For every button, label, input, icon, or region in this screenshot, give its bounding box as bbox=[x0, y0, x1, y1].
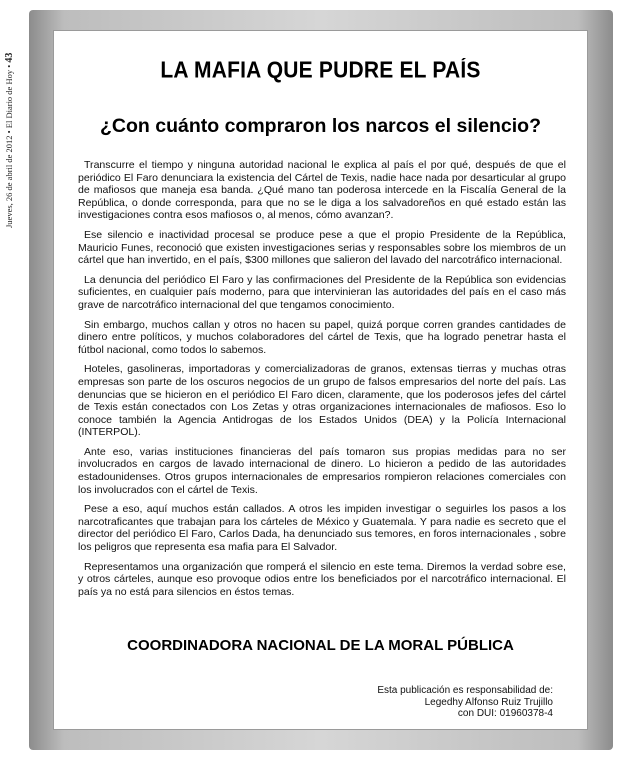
signing-organization: COORDINADORA NACIONAL DE LA MORAL PÚBLICA bbox=[127, 637, 514, 654]
caption-separator: • bbox=[4, 130, 14, 134]
page-side-caption bbox=[2, 18, 16, 228]
issue-date: Jueves, 26 de abril de 2012 bbox=[4, 135, 14, 228]
page-number: 43 bbox=[4, 52, 15, 63]
public-notice bbox=[53, 30, 588, 730]
body-paragraph: La denuncia del periódico El Faro y las confirmaciones del Presidente de la República son evidencias suficientes, en cualquier país moderno, para que intervinieran las autoridades del país en el caso más grave de narcotráfico internacional del que tengamos conocimiento. bbox=[78, 273, 566, 311]
body-paragraph: Hoteles, gasolineras, importadoras y comercializadoras de granos, extensas tierras y muchas otras empresas son parte de los oscuros negocios de un grupo de falsos empresarios del norte del país. Las denuncias que se hicieron en el periódico El Faro dicen, claramente, que los poderosos jefes del cártel de Texis están conectados con Los Zetas y otras organizaciones internacionales de mafiosos. Eso lo conoce también la Agencia Antidrogas de los Estados Unidos (DEA) y la Policía Internacional (INTERPOL). bbox=[78, 363, 566, 439]
body-paragraph: Representamos una organización que romperá el silencio en este tema. Diremos la verdad sobre ese, y otros cárteles, aunque eso provoque odios entre los beneficiados por el narcotráfico internacional. El país ya no está para silencios en éstos temas. bbox=[78, 560, 566, 598]
notice-headline: LA MAFIA QUE PUDRE EL PAÍS bbox=[160, 58, 481, 83]
responsible-id: con DUI: 01960378-4 bbox=[457, 708, 553, 719]
publication-name: El Diario de Hoy bbox=[4, 69, 14, 129]
caption-separator: • bbox=[4, 64, 14, 68]
body-paragraph: Pese a eso, aquí muchos están callados. A otros les impiden investigar o seguirles los pasos a los narcotraficantes que trabajan para los cárteles de México y Guatemala. Y para nadie es secreto que el director del periódico El Faro, Carlos Dada, ha denunciado sus temores, en foros internacionales , sobre los peligros que representa esa mafia para El Salvador. bbox=[78, 503, 566, 554]
responsibility-line: Esta publicación es responsabilidad de: bbox=[377, 685, 553, 696]
notice-body bbox=[78, 159, 566, 605]
body-paragraph: Ese silencio e inactividad procesal se produce pese a que el propio Presidente de la República, Mauricio Funes, reconoció que existen investigaciones serias y responsables sobre los miembros de un cártel que han invertido, en el país, $300 millones que salieron del lavado del narcotráfico internacional. bbox=[78, 228, 566, 267]
body-paragraph: Sin embargo, muchos callan y otros no hacen su papel, quizá porque corren grandes cantidades de dinero entre políticos, y muchos colaboradores del cártel de Texis, que ha logrado penetrar hasta el fútbol nacional, como todos lo sabemos. bbox=[78, 318, 566, 356]
notice-subheadline: ¿Con cuánto compraron los narcos el silencio? bbox=[100, 115, 541, 137]
body-paragraph: Transcurre el tiempo y ninguna autoridad nacional le explica al país el por qué, después de que el periódico El Faro denunciara la existencia del Cártel de Texis, nadie hace nada por desarticular al grupo de mafiosos que maneja esa banda. ¿Qué mano tan poderosa intercede en la Fiscalía General de la República, o donde corresponda, para que no se le diga a los salvadoreños en qué estado están las investigaciones contra esos mafiosos o, al menos, cómo avanzan?. bbox=[78, 159, 566, 222]
responsible-person: Legedhy Alfonso Ruiz Trujillo bbox=[424, 696, 553, 708]
responsibility-block bbox=[377, 685, 553, 720]
body-paragraph: Ante eso, varias instituciones financieras del país tomaron sus propias medidas para no ser involucrados en cargos de lavado internacional de dinero. Lo hicieron a pedido de las autoridades estadounidenses. Otros grupos internacionales de empresarios rompieron relaciones comerciales con los involucrados con el cártel de Texis. bbox=[78, 445, 566, 496]
